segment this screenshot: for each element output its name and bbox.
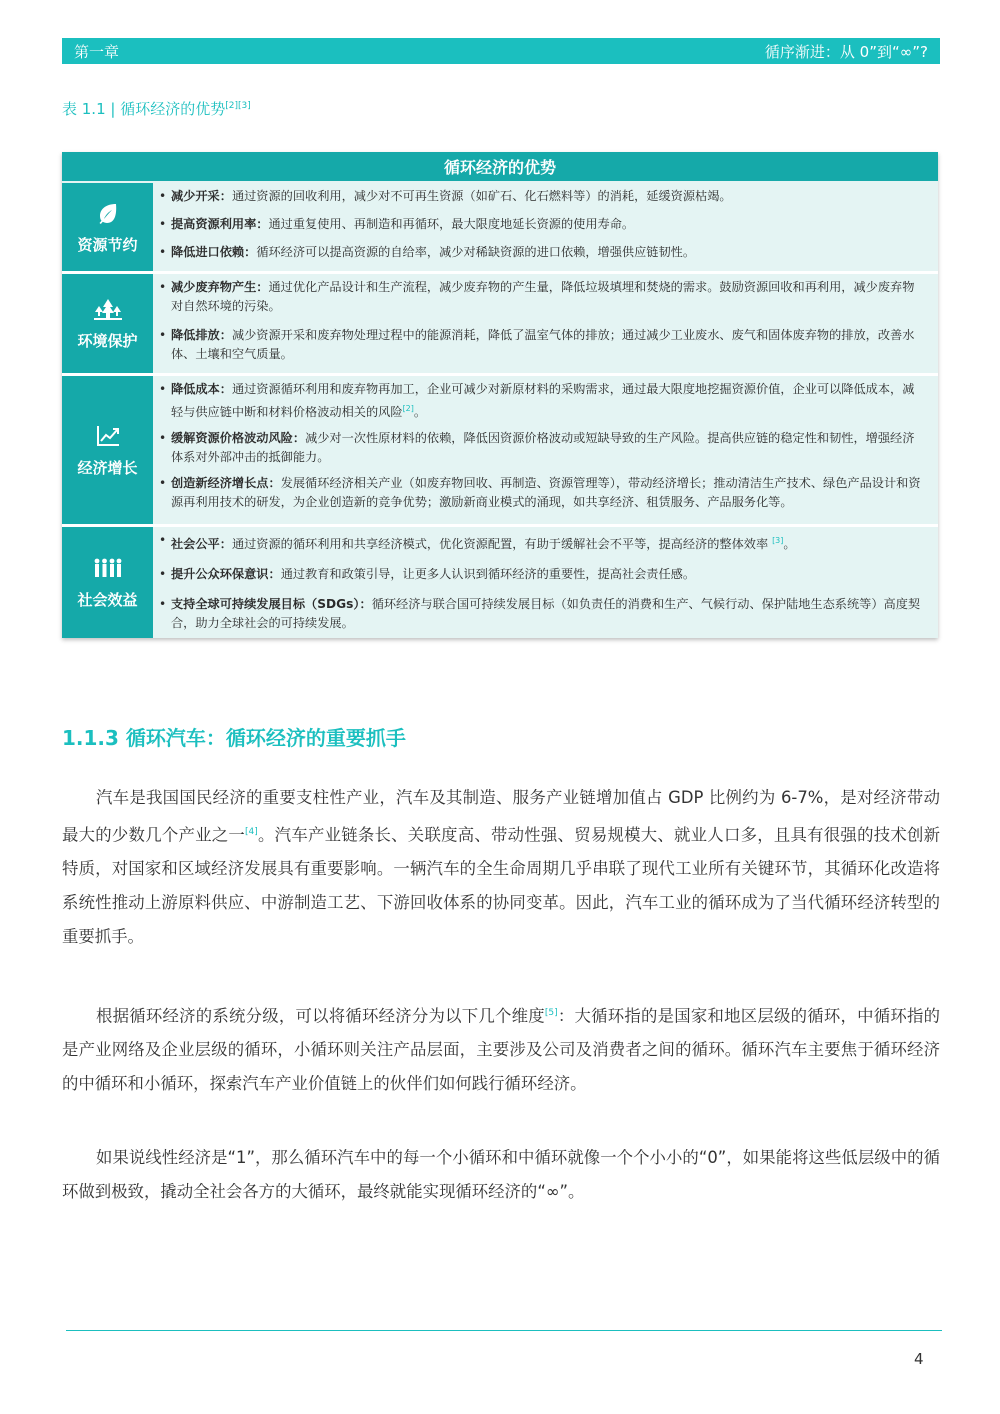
item-label: 减少开采：: [171, 189, 232, 203]
item-label: 创造新经济增长点：: [171, 476, 281, 491]
items-cell: [153, 274, 938, 373]
citation-ref[interactable]: [3]: [772, 536, 784, 545]
trees-icon: [94, 296, 122, 322]
table-row: [62, 376, 938, 524]
paragraph-text: 。汽车产业链条长、关联度高、带动性强、贸易规模大、就业人口多，且具有很强的技术创新特质，对国家和区域经济发展具有重要影响。一辆汽车的全生命周期几乎串联了现代工业所有关键环节，其循环化改造将系统性推动上游原料供应、中游制造工艺、下游回收体系的协同变革。因此，汽车工业的循环成为了当代循环经济转型的重要抓手。: [62, 825, 941, 947]
item-label: 缓解资源价格波动风险：: [171, 431, 306, 446]
item-label: 提高资源利用率：: [171, 217, 269, 231]
list-item: • 减少开采：通过资源的回收利用，减少对不可再生资源（如矿石、化石燃料等）的消耗，延缓资源枯竭。: [159, 189, 732, 203]
category-label: 经济增长: [77, 458, 138, 477]
category-cell: [62, 274, 153, 373]
table-row: [62, 274, 938, 373]
category-label: 社会效益: [77, 591, 138, 609]
citation-ref[interactable]: [2]: [402, 404, 414, 413]
leaf-icon: [96, 200, 120, 226]
people-icon: [93, 555, 123, 581]
growth-chart-icon: [96, 423, 120, 449]
item-label: 减少废弃物产生：: [171, 280, 269, 294]
section-heading: 1.1.3 循环汽车：循环经济的重要抓手: [62, 726, 406, 750]
caption-refs: [2][3]: [225, 101, 251, 111]
list-item: • 降低进口依赖：循环经济可以提高资源的自给率，减少对稀缺资源的进口依赖，增强供应链韧性。: [159, 245, 696, 259]
item-text: 减少对一次性原材料的依赖，降低因资源价格波动或短缺导致的生产风险。提高供应链的稳定性和韧性，增强经济体系对外部冲击的抵御能力。: [171, 431, 915, 465]
paragraph-text: 汽车是我国国民经济的重要支柱性产业，汽车及其制造、服务产业链增加值占 GDP 比例约为 6-7%，是对经济带动最大的少数几个产业之一: [62, 788, 940, 845]
item-text: 通过资源循环利用和废弃物再加工，企业可减少对新原材料的采购需求，通过最大限度地挖掘资源价值，企业可以降低成本，减轻与供应链中断和材料价格波动相关的风险: [171, 382, 915, 420]
caption-text: 表 1.1 | 循环经济的优势: [62, 100, 226, 118]
item-label: 提升公众环保意识：: [171, 567, 281, 582]
item-text: 减少资源开采和废弃物处理过程中的能源消耗，降低了温室气体的排放；通过减少工业废水、废气和固体废弃物的排放，改善水体、土壤和空气质量。: [171, 328, 915, 361]
table-caption: [62, 98, 251, 119]
item-label: 降低排放：: [171, 328, 232, 342]
item-text: 通过重复使用、再制造和再循环，最大限度地延长资源的使用寿命。: [268, 217, 635, 231]
category-label: 资源节约: [77, 235, 138, 254]
item-text-tail: 。: [783, 537, 796, 552]
list-item: • 缓解资源价格波动风险：减少对一次性原材料的依赖，降低因资源价格波动或短缺导致的生产风险。提高供应链的稳定性和韧性，增强经济体系对外部冲击的抵御能力。: [159, 431, 915, 465]
list-item: • 社会公平：通过资源的循环利用和共享经济模式，优化资源配置，有助于缓解社会不平等，提高经济的整体效率 [3]。: [159, 533, 796, 552]
paragraph-text: 如果说线性经济是“1”，那么循环汽车中的每一个小循环和中循环就像一个个小小的“0”，如果能将这些低层级中的循环做到极致，撬动全社会各方的大循环，最终就能实现循环经济的“∞”。: [62, 1148, 940, 1201]
item-label: 降低成本：: [171, 382, 232, 396]
citation-ref[interactable]: [5]: [544, 1008, 558, 1018]
item-text: 通过资源的回收利用，减少对不可再生资源（如矿石、化石燃料等）的消耗，延缓资源枯竭。: [231, 189, 732, 203]
header-bar: [62, 38, 940, 64]
item-text: 循环经济可以提高资源的自给率，减少对稀缺资源的进口依赖，增强供应链韧性。: [256, 245, 696, 259]
item-label: 支持全球可持续发展目标（SDGs）：: [171, 597, 372, 612]
list-item: • 降低成本：通过资源循环利用和废弃物再加工，企业可减少对新原材料的采购需求，通过最大限度地挖掘资源价值，企业可以降低成本，减轻与供应链中断和材料价格波动相关的风险[2]。: [159, 382, 915, 420]
category-cell: [62, 183, 153, 271]
footer-rule: [66, 1330, 942, 1331]
category-cell: [62, 376, 153, 524]
paragraph: [62, 781, 940, 954]
list-item: • 支持全球可持续发展目标（SDGs）：循环经济与联合国可持续发展目标（如负责任的消费和生产、气候行动、保护陆地生态系统等）高度契合，助力全球社会的可持续发展。: [159, 597, 921, 631]
list-item: • 创造新经济增长点：发展循环经济相关产业（如废弃物回收、再制造、资源管理等），带动经济增长；推动清洁生产技术、绿色产品设计和资源再利用技术的研发，为企业创造新的竞争优势；激励新商业模式的涌现，如共享经济、租赁服务、产品服务化等。: [159, 476, 921, 510]
list-item: • 提升公众环保意识：通过教育和政策引导，让更多人认识到循环经济的重要性，提高社会责任感。: [159, 567, 696, 582]
item-text: 通过优化产品设计和生产流程，减少废弃物的产生量，降低垃圾填埋和焚烧的需求。鼓励资源回收和再利用，减少废弃物对自然环境的污染。: [171, 280, 915, 313]
paragraph: [62, 996, 940, 1101]
table-row: [62, 183, 938, 271]
chapter-label: 第一章: [74, 42, 120, 61]
items-cell: [153, 376, 938, 524]
category-cell: [62, 527, 153, 638]
item-text: 通过资源的循环利用和共享经济模式，优化资源配置，有助于缓解社会不平等，提高经济的整体效率: [231, 537, 773, 552]
item-label: 降低进口依赖：: [171, 245, 257, 259]
list-item: • 降低排放：减少资源开采和废弃物处理过程中的能源消耗，降低了温室气体的排放；通过减少工业废水、废气和固体废弃物的排放，改善水体、土壤和空气质量。: [159, 328, 915, 361]
item-text-tail: 。: [413, 405, 427, 420]
paragraph-text: 根据循环经济的系统分级，可以将循环经济分为以下几个维度: [96, 1006, 545, 1026]
category-label: 环境保护: [77, 332, 138, 350]
item-label: 社会公平：: [171, 537, 232, 552]
paragraph-text: ：大循环指的是国家和地区层级的循环，中循环指的是产业网络及企业层级的循环，小循环则关注产品层面，主要涉及公司及消费者之间的循环。循环汽车主要焦于循环经济的中循环和小循环，探索汽车产业价值链上的伙伴们如何践行循环经济。: [62, 1006, 940, 1094]
table-title: 循环经济的优势: [62, 152, 938, 181]
citation-ref[interactable]: [4]: [245, 827, 258, 837]
item-text: 发展循环经济相关产业（如废弃物回收、再制造、资源管理等），带动经济增长；推动清洁生产技术、绿色产品设计和资源再利用技术的研发，为企业创造新的竞争优势；激励新商业模式的涌现，如共享经济、租赁服务、产品服务化等。: [171, 476, 921, 510]
table-row: [62, 527, 938, 638]
items-cell: [153, 527, 938, 638]
item-text: 循环经济与联合国可持续发展目标（如负责任的消费和生产、气候行动、保护陆地生态系统等）高度契合，助力全球社会的可持续发展。: [171, 597, 921, 631]
advantages-table: [62, 152, 938, 638]
paragraph: [62, 1141, 940, 1209]
page-number: 4: [914, 1350, 924, 1368]
list-item: • 减少废弃物产生：通过优化产品设计和生产流程，减少废弃物的产生量，降低垃圾填埋和焚烧的需求。鼓励资源回收和再利用，减少废弃物对自然环境的污染。: [159, 280, 915, 313]
chapter-title: 循序渐进：从 0”到“∞”?: [764, 42, 928, 61]
list-item: • 提高资源利用率：通过重复使用、再制造和再循环，最大限度地延长资源的使用寿命。: [159, 217, 635, 231]
item-text: 通过教育和政策引导，让更多人认识到循环经济的重要性，提高社会责任感。: [280, 567, 696, 582]
items-cell: [153, 183, 938, 271]
